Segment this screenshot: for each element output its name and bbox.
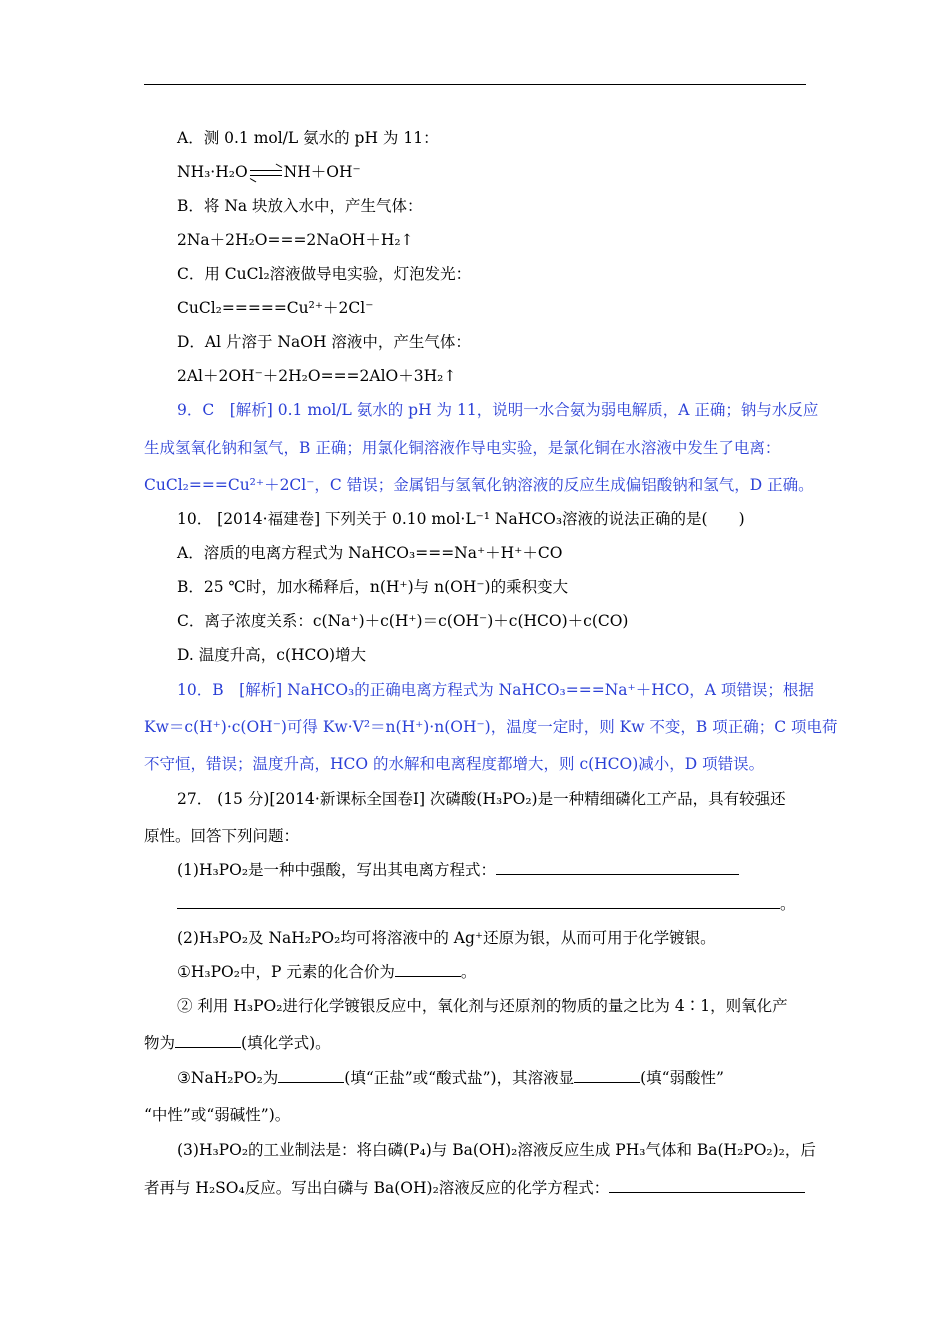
q27-stem-line-2: 原性。回答下列问题： <box>144 827 300 845</box>
q27-part2-1-end: 。 <box>460 963 477 981</box>
q27-part2-3-end: (填“弱酸性” <box>640 1069 724 1087</box>
q9-option-c: C．用 CuCl₂溶液做导电实验，灯泡发光： <box>177 265 472 283</box>
answer-blank[interactable] <box>496 860 739 875</box>
q9-option-b-equation: 2Na＋2H₂O===2NaOH＋H₂↑ <box>177 231 414 249</box>
header-rule <box>144 84 806 85</box>
q9-answer-line-1: 9．C [解析] 0.1 mol/L 氨水的 pH 为 11，说明一水合氨为弱电解质，A 正确；钠与水反应 <box>177 401 819 419</box>
q27-part1-end: 。 <box>780 895 796 913</box>
q10-option-c: C．离子浓度关系：c(Na⁺)＋c(H⁺)＝c(OH⁻)＋c(HCO)＋c(CO) <box>177 612 629 630</box>
q9-answer-line-3: CuCl₂===Cu²⁺＋2Cl⁻，C 错误；金属铝与氢氧化钠溶液的反应生成偏铝酸钠和氢气，D 正确。 <box>144 476 814 494</box>
q9-option-b: B．将 Na 块放入水中，产生气体： <box>177 197 423 215</box>
answer-blank[interactable] <box>574 1068 640 1083</box>
q10-option-d: D. 温度升高，c(HCO)增大 <box>177 646 367 664</box>
q27-part1 <box>177 860 808 880</box>
q27-part2-2-end: (填化学式)。 <box>241 1034 331 1052</box>
q9-option-a: A．测 0.1 mol/L 氨水的 pH 为 11： <box>177 129 439 147</box>
q10-answer-line-2: Kw＝c(H⁺)·c(OH⁻)可得 Kw·V²＝n(H⁺)·n(OH⁻)，温度一定时，则 Kw 不变，B 项正确；C 项电荷 <box>144 718 838 736</box>
q27-stem-line-1: 27． (15 分)[2014·新课标全国卷Ⅰ] 次磷酸(H₃PO₂)是一种精细磷化工产品，具有较强还 <box>177 790 786 808</box>
q9-answer-line-2: 生成氢氧化钠和氢气，B 正确；用氯化铜溶液作导电实验，是氯化铜在水溶液中发生了电离： <box>144 439 781 457</box>
q27-part3-text: 者再与 H₂SO₄反应。写出白磷与 Ba(OH)₂溶液反应的化学方程式： <box>144 1179 610 1197</box>
q27-part1-continuation <box>177 894 808 914</box>
answer-blank[interactable] <box>609 1178 805 1193</box>
q27-part2-3-continuation: “中性”或“弱碱性”)。 <box>144 1106 291 1124</box>
q9-option-c-equation: CuCl₂=====Cu²⁺＋2Cl⁻ <box>177 299 374 317</box>
q27-part2-3 <box>177 1068 808 1088</box>
q10-answer-line-1: 10．B [解析] NaHCO₃的正确电离方程式为 NaHCO₃===Na⁺＋HCO，A 项错误；根据 <box>177 681 814 699</box>
equation-right: NH＋OH⁻ <box>283 163 361 181</box>
q10-option-b: B．25 ℃时，加水稀释后，n(H⁺)与 n(OH⁻)的乘积变大 <box>177 578 569 596</box>
q27-part2-1-text: ①H₃PO₂中，P 元素的化合价为 <box>177 963 395 981</box>
q9-option-d-equation: 2Al＋2OH⁻＋2H₂O===2AlO＋3H₂↑ <box>177 367 457 385</box>
q27-part1-text: (1)H₃PO₂是一种中强酸，写出其电离方程式： <box>177 861 497 879</box>
q27-part2-2-text: 物为 <box>144 1034 176 1052</box>
q27-part3-continuation <box>144 1178 808 1198</box>
answer-blank[interactable] <box>177 894 780 909</box>
equation-left: NH₃·H₂O <box>177 163 248 181</box>
q9-option-a-equation <box>177 162 808 182</box>
answer-blank[interactable] <box>278 1068 344 1083</box>
q27-part2-2-continuation <box>144 1033 808 1053</box>
q27-part3: (3)H₃PO₂的工业制法是：将白磷(P₄)与 Ba(OH)₂溶液反应生成 PH₃气体和 Ba(H₂PO₂)₂，后 <box>177 1141 816 1159</box>
answer-blank[interactable] <box>395 962 461 977</box>
answer-blank[interactable] <box>175 1033 241 1048</box>
q27-part2-1 <box>177 962 808 982</box>
q9-option-d: D．Al 片溶于 NaOH 溶液中，产生气体： <box>177 333 471 351</box>
q27-part2: (2)H₃PO₂及 NaH₂PO₂均可将溶液中的 Ag⁺还原为银，从而可用于化学镀银。 <box>177 929 716 947</box>
q10-stem: 10． [2014·福建卷] 下列关于 0.10 mol·L⁻¹ NaHCO₃溶液的说法正确的是( ) <box>177 510 745 528</box>
q10-option-a: A．溶质的电离方程式为 NaHCO₃===Na⁺＋H⁺＋CO <box>177 544 563 562</box>
q27-part2-3-text: ③NaH₂PO₂为 <box>177 1069 279 1087</box>
reversible-arrow-icon <box>250 167 282 179</box>
q10-answer-line-3: 不守恒，错误；温度升高，HCO 的水解和电离程度都增大，则 c(HCO)减小，D 项错误。 <box>144 755 765 773</box>
q27-part2-2: ② 利用 H₃PO₂进行化学镀银反应中，氧化剂与还原剂的物质的量之比为 4∶1，则氧化产 <box>177 997 788 1015</box>
q27-part2-3-mid: (填“正盐”或“酸式盐”)，其溶液显 <box>344 1069 575 1087</box>
